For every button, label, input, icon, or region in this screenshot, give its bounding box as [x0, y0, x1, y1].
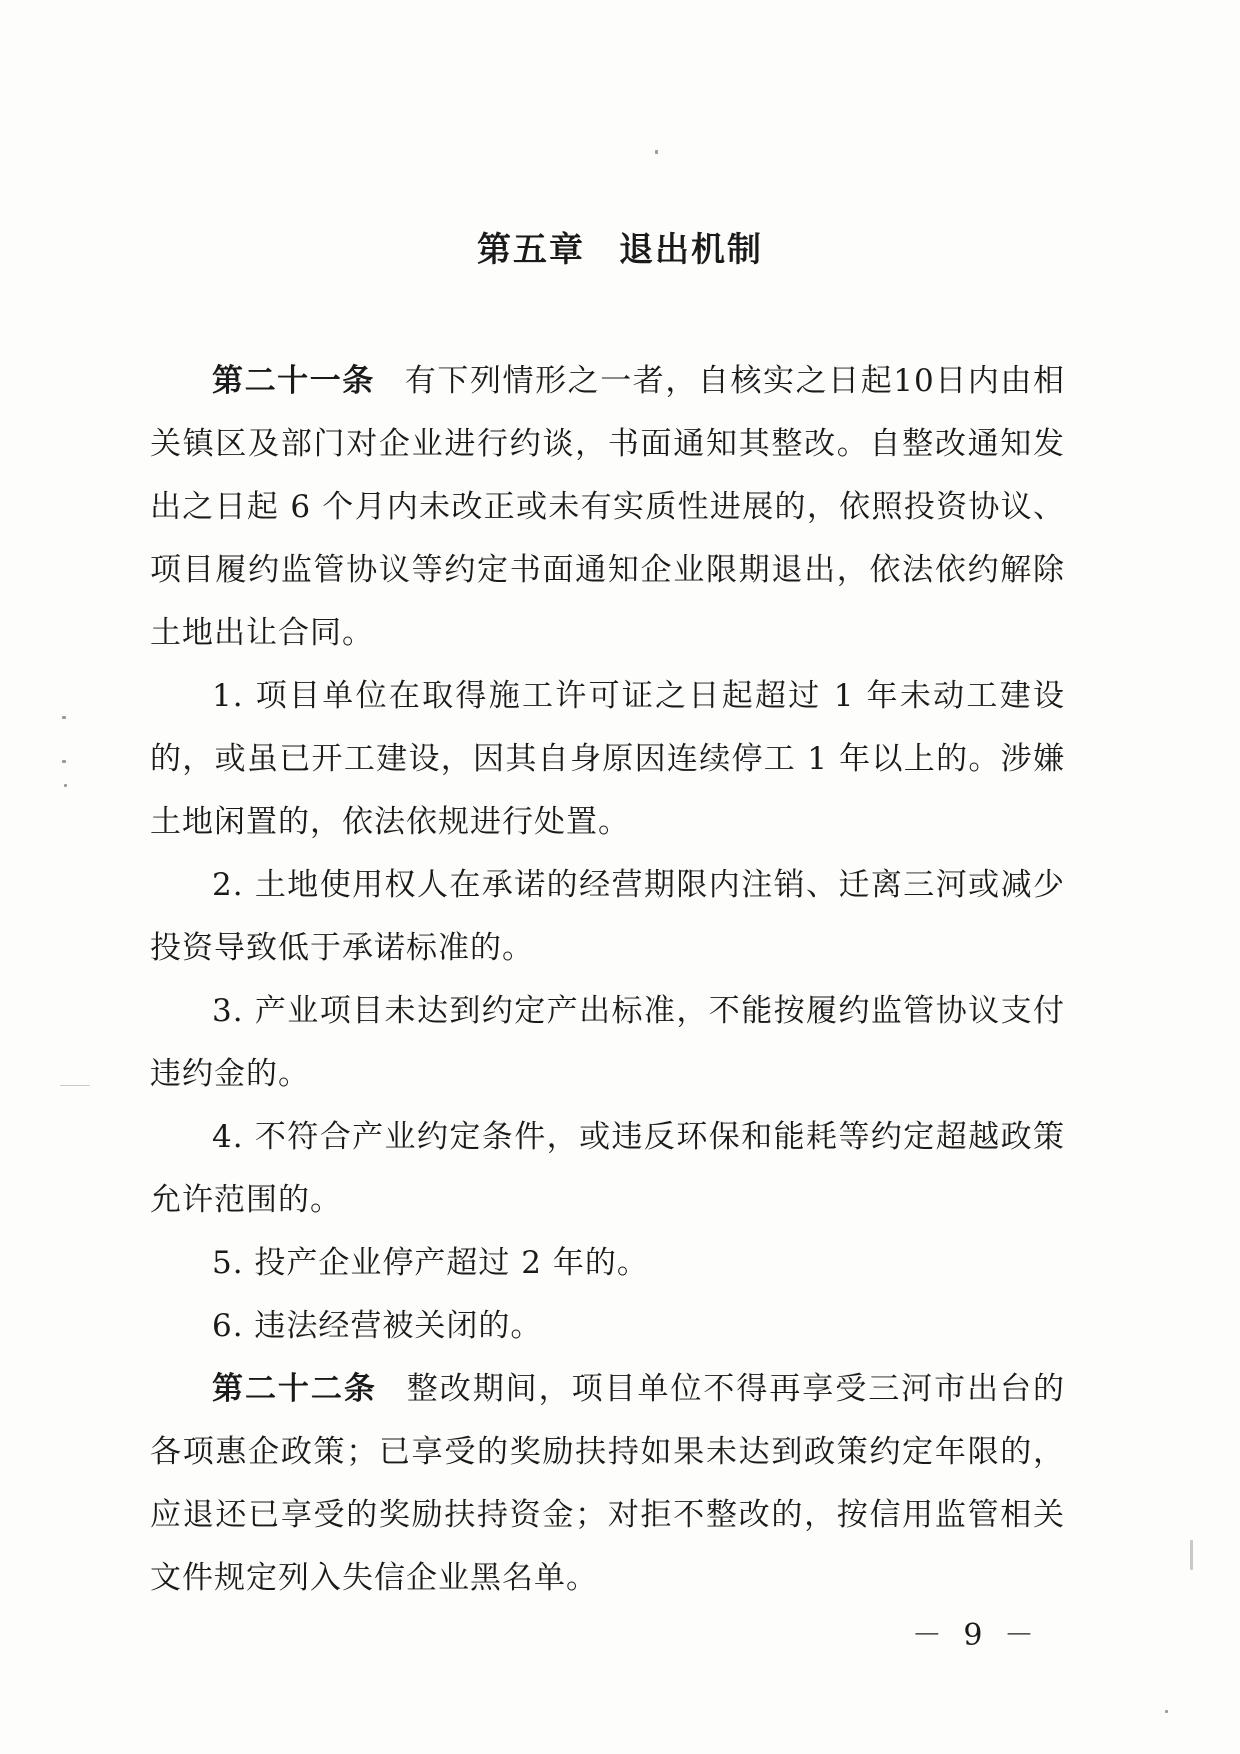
article-21-number: 第二十一条	[212, 363, 375, 399]
scan-speck	[1190, 1540, 1193, 1570]
scan-speck	[62, 760, 66, 763]
scan-speck	[64, 784, 67, 787]
document-body	[150, 350, 1065, 1610]
chapter-number: 第五章	[477, 230, 585, 270]
article-21-paragraph	[150, 350, 1065, 665]
list-item: 5. 投产企业停产超过 2 年的。	[212, 1245, 649, 1281]
page-number: － 9 －	[911, 1618, 1040, 1653]
chapter-name: 退出机制	[619, 230, 763, 270]
scan-speck	[62, 716, 66, 719]
scan-speck	[1165, 1710, 1168, 1713]
article-21-text: 有下列情形之一者，自核实之日起10日内由相关镇区及部门对企业进行约谈，书面通知其整改。自整改通知发出之日起 6 个月内未改正或未有实质性进展的，依照投资协议、项目履约监管协议等约定书面通知企业限期退出，依法依约解除土地出让合同。	[150, 363, 1065, 651]
article-22-paragraph	[150, 1358, 1065, 1610]
list-item: 2. 土地使用权人在承诺的经营期限内注销、迁离三河或减少投资导致低于承诺标准的。	[150, 867, 1065, 966]
list-item: 1. 项目单位在取得施工许可证之日起超过 1 年未动工建设的，或虽已开工建设，因其自身原因连续停工 1 年以上的。涉嫌土地闲置的，依法依规进行处置。	[150, 678, 1065, 840]
article-22-number: 第二十二条	[212, 1371, 377, 1407]
list-item: 6. 违法经营被关闭的。	[212, 1308, 543, 1344]
list-item: 4. 不符合产业约定条件，或违反环保和能耗等约定超越政策允许范围的。	[150, 1119, 1065, 1218]
article-22-text: 整改期间，项目单位不得再享受三河市出台的各项惠企政策；已享受的奖励扶持如果未达到政策约定年限的，应退还已享受的奖励扶持资金；对拒不整改的，按信用监管相关文件规定列入失信企业黑名单。	[150, 1371, 1066, 1596]
scan-speck	[655, 150, 658, 154]
scan-speck	[60, 1085, 90, 1086]
chapter-title	[0, 222, 1240, 271]
list-item: 3. 产业项目未达到约定产出标准，不能按履约监管协议支付违约金的。	[150, 993, 1065, 1092]
